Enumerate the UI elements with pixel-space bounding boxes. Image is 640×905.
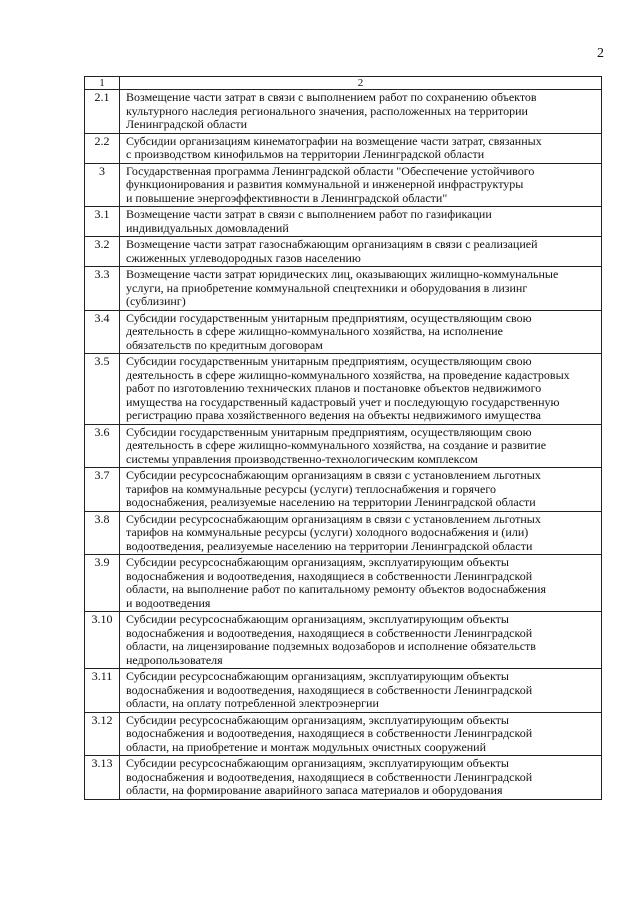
description-line: сжиженных углеводородных газов населению [126,250,361,265]
description-line: и повышение энергоэффективности в Ленинградской области" [126,190,448,205]
description-line: водоснабжения и водоотведения, находящиеся в собственности Ленинградской [126,682,533,697]
table-body [85,77,602,800]
row-number-cell: 3.6 [85,424,120,468]
description-line: деятельность в сфере жилищно-коммунального хозяйства, на создание и развитие [126,438,547,452]
description-line: недропользователя [126,652,223,667]
row-number-cell: 3.12 [85,712,120,756]
row-number-cell: 3.8 [85,511,120,555]
subsidy-table [84,76,602,800]
description-line: водоснабжения, реализуемые населению на территории Ленинградской области [126,495,536,509]
table-row [85,90,602,134]
description-line: Субсидии ресурсоснабжающим организациям, эксплуатирующим объекты [126,712,509,727]
row-number-cell: 3.10 [85,612,120,669]
description-line: имущества на государственный кадастровый учет и последующую государственную [126,394,560,409]
row-description-cell [120,669,602,713]
description-line: области, на лицензирование подземных водозаборов и исполнение обязательств [126,639,536,653]
page-number: 2 [597,46,604,61]
row-number-cell: 3.7 [85,468,120,512]
description-line: функционирования и развития коммунальной и инженерной инфраструктуры [126,177,524,191]
description-line: Субсидии государственным унитарным предприятиям, осуществляющим свою [126,310,532,325]
description-line: обязательств по кредитным договорам [126,337,323,352]
row-description-cell [120,237,602,267]
description-line: тарифов на коммунальные ресурсы (услуги) холодного водоснабжения и (или) [126,525,529,539]
description-line: культурного наследия регионального значения, расположенных на территории [126,103,528,118]
table-row [85,669,602,713]
row-number-cell: 3 [85,163,120,207]
row-number-cell: 3.2 [85,237,120,267]
header-cell-text: 2 [120,77,602,90]
description-line: тарифов на коммунальные ресурсы (услуги) теплоснабжения и горячего [126,481,496,496]
table-row [85,310,602,354]
description-line: Субсидии ресурсоснабжающим организациям, эксплуатирующим объекты [126,612,509,626]
description-line: с производством кинофильмов на территории Ленинградской области [126,147,485,161]
description-line: области, на приобретение и монтаж модульных очистных сооружений [126,739,487,754]
row-number-cell: 3.1 [85,207,120,237]
description-line: деятельность в сфере жилищно-коммунального хозяйства, на исполнение [126,324,503,338]
table-row [85,511,602,555]
row-description-cell [120,354,602,425]
description-line: Субсидии ресурсоснабжающим организациям, эксплуатирующим объекты [126,756,509,770]
row-description-cell [120,511,602,555]
row-description-cell [120,712,602,756]
description-line: Ленинградской области [126,117,248,131]
description-line: области, на выполнение работ по капитальному ремонту объектов водоснабжения [126,582,546,596]
description-line: и водоотведения [126,595,211,610]
row-number-cell: 3.5 [85,354,120,425]
row-description-cell [120,90,602,134]
row-description-cell [120,756,602,800]
row-number-cell: 3.11 [85,669,120,713]
row-number-cell: 2.1 [85,90,120,134]
description-line: Субсидии ресурсоснабжающим организациям в связи с установлением льготных [126,511,541,526]
description-line: Субсидии ресурсоснабжающим организациям, эксплуатирующим объекты [126,669,509,683]
row-number-cell: 3.4 [85,310,120,354]
row-number-cell: 3.3 [85,267,120,311]
description-line: Возмещение части затрат юридических лиц, оказывающих жилищно-коммунальные [126,267,559,281]
table-row [85,207,602,237]
table-row [85,612,602,669]
table-row [85,237,602,267]
description-line: Субсидии ресурсоснабжающим организациям в связи с установлением льготных [126,468,541,482]
description-line: области, на формирование аварийного запаса материалов и оборудования [126,783,503,797]
description-line: Субсидии организациям кинематографии на возмещение части затрат, связанных [126,133,542,148]
description-line: работ по изготовлению технических планов и постановке объектов недвижимого [126,381,542,395]
table-row [85,756,602,800]
table-row [85,555,602,612]
row-description-cell [120,267,602,311]
table-row [85,267,602,311]
description-line: водоснабжения и водоотведения, находящиеся в собственности Ленинградской [126,568,533,583]
table-row [85,424,602,468]
row-description-cell [120,310,602,354]
row-description-cell [120,424,602,468]
description-line: (сублизинг) [126,294,186,308]
row-description-cell [120,612,602,669]
row-number-cell: 3.9 [85,555,120,612]
table-row [85,163,602,207]
row-description-cell [120,133,602,163]
description-line: Субсидии государственным унитарным предприятиям, осуществляющим свою [126,354,532,368]
description-line: Субсидии государственным унитарным предприятиям, осуществляющим свою [126,424,532,439]
description-line: системы управления производственно-технологическим комплексом [126,451,478,466]
description-line: водоснабжения и водоотведения, находящиеся в собственности Ленинградской [126,726,533,740]
table-header-row [85,77,602,90]
row-number-cell: 3.13 [85,756,120,800]
description-line: Возмещение части затрат газоснабжающим организациям в связи с реализацией [126,237,538,251]
description-line: водоотведения, реализуемые населению на территории Ленинградской области [126,538,533,553]
description-line: индивидуальных домовладений [126,220,289,235]
row-description-cell [120,555,602,612]
table-row [85,354,602,425]
description-line: деятельность в сфере жилищно-коммунального хозяйства, на проведение кадастровых [126,367,570,382]
header-cell-number: 1 [85,77,120,90]
description-line: Государственная программа Ленинградской области "Обеспечение устойчивого [126,163,535,178]
description-line: водоснабжения и водоотведения, находящиеся в собственности Ленинградской [126,769,533,784]
description-line: Возмещение части затрат в связи с выполнением работ по сохранению объектов [126,90,537,104]
row-number-cell: 2.2 [85,133,120,163]
description-line: Субсидии ресурсоснабжающим организациям, эксплуатирующим объекты [126,555,509,569]
row-description-cell [120,163,602,207]
description-line: Возмещение части затрат в связи с выполнением работ по газификации [126,207,492,221]
description-line: регистрацию права хозяйственного ведения на объекты недвижимого имущества [126,408,541,422]
table-row [85,712,602,756]
description-line: водоснабжения и водоотведения, находящиеся в собственности Ленинградской [126,625,533,640]
table-row [85,133,602,163]
description-line: услуги, на приобретение коммунальной спецтехники и оборудования в лизинг [126,280,528,295]
row-description-cell [120,468,602,512]
row-description-cell [120,207,602,237]
table-row [85,468,602,512]
description-line: области, на оплату потребленной электроэнергии [126,696,379,710]
